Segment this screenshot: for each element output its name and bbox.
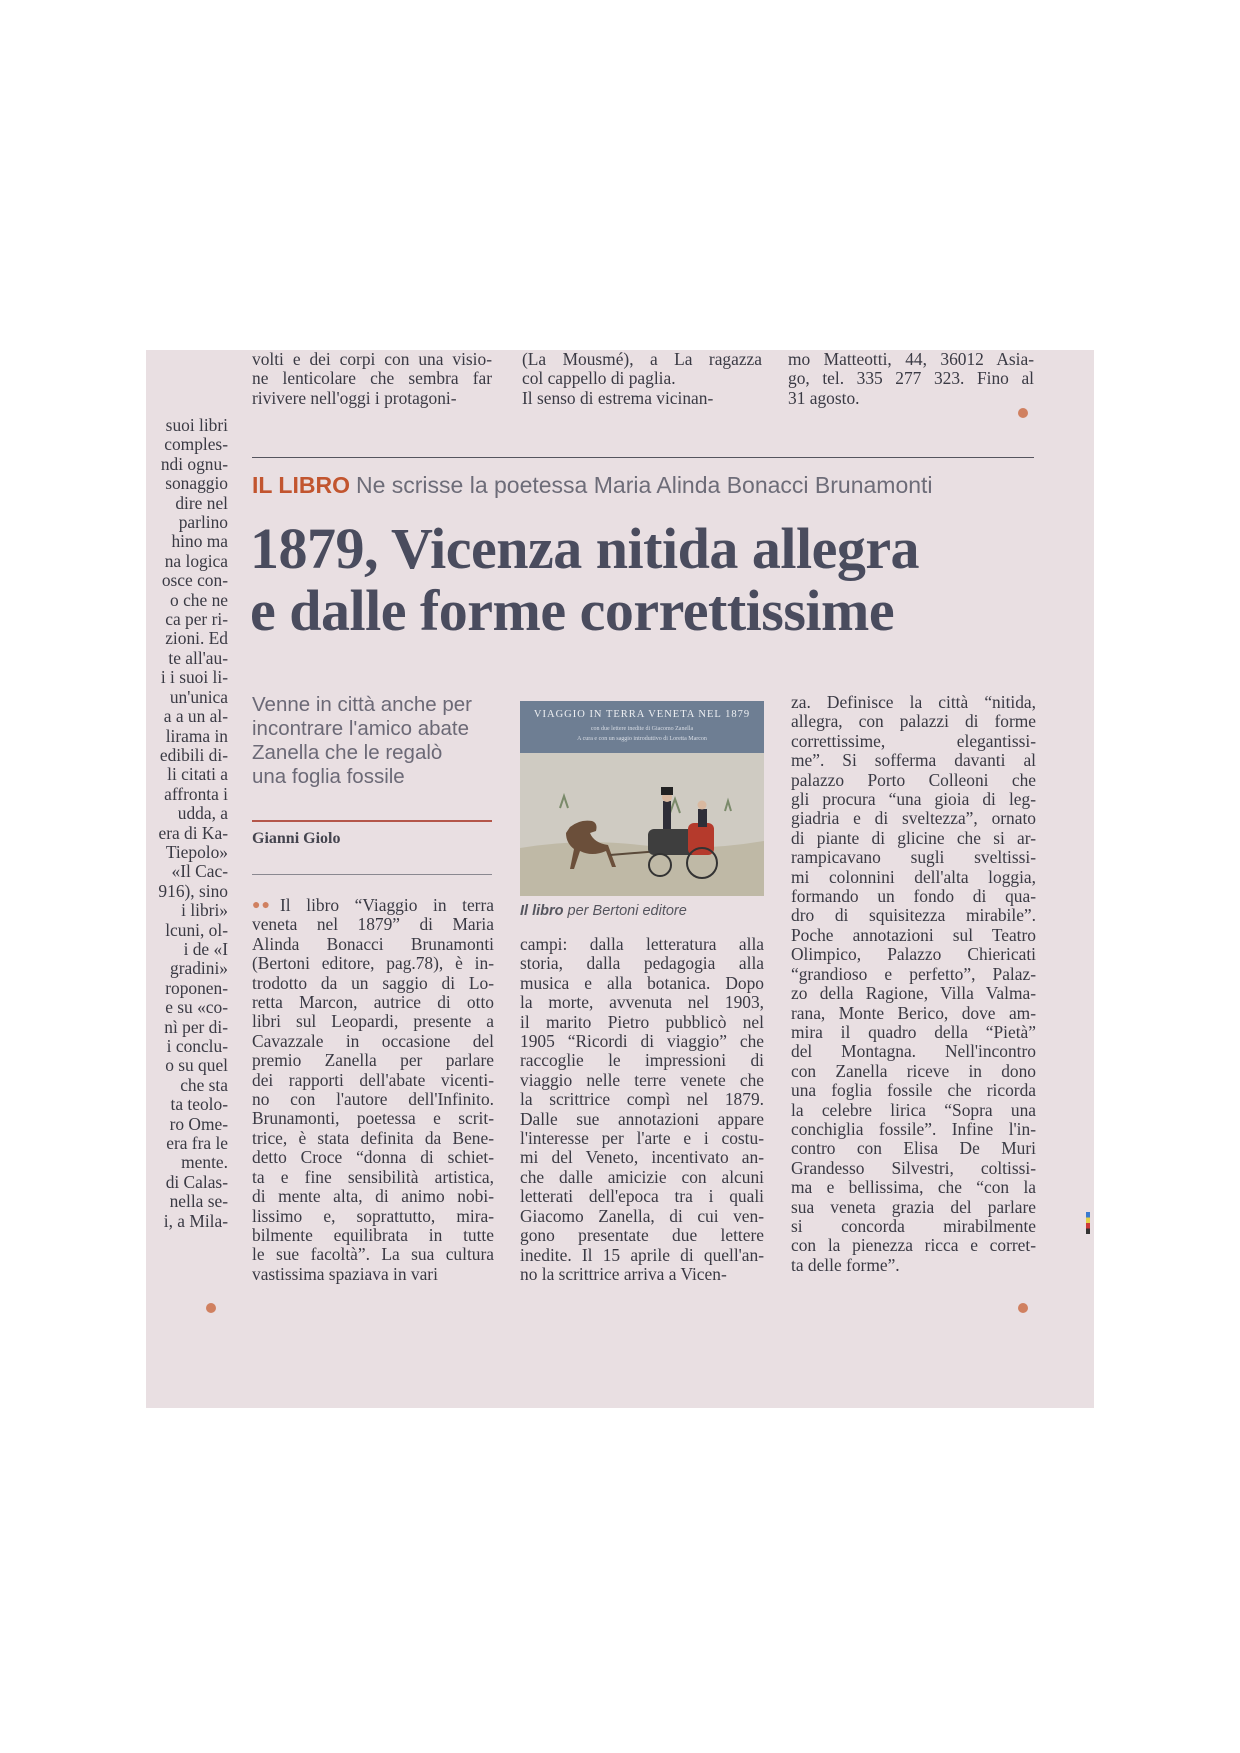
text-line: no la scrittrice arriva a Vicen- [520, 1263, 727, 1284]
text-line: e su «co- [165, 997, 228, 1018]
text-line: i libri» [181, 900, 228, 921]
text-line: detto Croce “donna di schiet- [252, 1147, 494, 1168]
text-line: bilmente equilibrata in tutte [252, 1224, 494, 1245]
text-line: (La Mousmé), a La ragazza [522, 350, 762, 369]
text-line: con la pienezza ricca e corret- [791, 1235, 1036, 1256]
left-column-fragments [146, 416, 228, 1231]
text-line: 31 agosto. [788, 387, 860, 408]
image-caption [520, 903, 687, 919]
text-line: il marito Pietro pubblicò nel [520, 1011, 764, 1032]
text-line: ta e fine sensibilità artistica, [252, 1166, 494, 1187]
end-dot-top [1018, 408, 1028, 418]
article-column-2 [520, 935, 764, 1284]
text-line: ndi ognu- [160, 453, 228, 474]
text-line: nella se- [169, 1191, 228, 1212]
text-line: con Zanella riceve in dono [791, 1060, 1036, 1081]
text-line: i i suoi li- [160, 667, 228, 688]
text-line: hino ma [171, 531, 228, 552]
text-line: lissimo e, soprattutto, mira- [252, 1205, 494, 1226]
text-line: nì per di- [164, 1016, 228, 1037]
text-line: dei rapporti dell'abate vicenti- [252, 1069, 494, 1090]
text-line: ta delle forme”. [791, 1254, 900, 1275]
text-line: era di Ka- [158, 822, 228, 843]
text-line: che dalle amicizie con alcuni [520, 1166, 764, 1187]
end-dot-article [1018, 1303, 1028, 1313]
text-line: o che ne [170, 589, 228, 610]
caption-label: Il libro [520, 903, 564, 919]
text-line: me”. Si sofferma davanti al [791, 750, 1036, 771]
text-line: Il senso di estrema vicinan- [522, 387, 714, 408]
color-register-bar [1086, 1212, 1090, 1234]
top-rule [252, 457, 1034, 458]
text-line: trice, è stata definita da Bene- [252, 1127, 494, 1148]
text-line: inedite. Il 15 aprile di quell'an- [520, 1244, 764, 1265]
carriage-illustration [520, 753, 764, 896]
text-line: storia, dalla pedagogia alla [520, 953, 764, 974]
text-line: lcuni, ol- [165, 919, 228, 940]
text-line: affronta i [164, 783, 228, 804]
text-line: contro con Elisa De Muri [791, 1138, 1036, 1159]
text-line: za. Definisce la città “nitida, [791, 692, 1036, 712]
text-line: mi colonnini dell'alta loggia, [791, 866, 1036, 887]
text-line: gli procura “una gioia di leg- [791, 789, 1036, 810]
text-line: rana, Monte Berico, dove am- [791, 1002, 1036, 1023]
text-line: suoi libri [165, 416, 228, 435]
text-line: rampicavano sugli sveltissi- [791, 847, 1036, 868]
text-line: go, tel. 335 277 323. Fino al [788, 368, 1034, 389]
text-line: la scrittrice compì nel 1879. [520, 1089, 764, 1110]
text-line: un'unica [169, 686, 228, 707]
text-line: ne lenticolare che sembra far [252, 368, 492, 389]
top-column-1 [252, 350, 492, 408]
text-line: Giacomo Zanella, di cui ven- [520, 1205, 764, 1226]
text-line: veneta nel 1879” di Maria [252, 914, 494, 935]
text-line: mente. [181, 1152, 228, 1173]
subheadline-line: una foglia fossile [252, 765, 405, 788]
text-line: i conclu- [166, 1036, 228, 1056]
headline-line-1: 1879, Vicenza nitida allegra [250, 516, 920, 581]
text-line: 916), sino [158, 880, 228, 901]
text-line: libri sul Leopardi, presente a [252, 1011, 494, 1032]
text-line: 1905 “Ricordi di viaggio” che [520, 1031, 764, 1052]
kicker-text: Ne scrisse la poetessa Maria Alinda Bonacci Brunamonti [355, 472, 933, 498]
text-line: trodotto da un saggio di Lo- [252, 972, 494, 993]
text-line: Tiepolo» [165, 841, 228, 862]
caption-text: per Bertoni editore [567, 903, 687, 919]
text-line: li citati a [167, 764, 228, 785]
text-line: «Il Cac- [171, 861, 228, 882]
text-line: Dalle sue annotazioni appare [520, 1108, 764, 1129]
text-line: ca per ri- [165, 609, 228, 630]
text-line: udda, a [177, 803, 228, 824]
text-line: Il libro “Viaggio in terra [280, 895, 494, 915]
top-column-3 [788, 350, 1034, 408]
text-line: l'interesse per l'arte e i costu- [520, 1128, 764, 1149]
text-line: gono presentate due lettere [520, 1225, 764, 1246]
text-line: una foglia fossile che ricorda [791, 1080, 1036, 1101]
text-line: si concorda mirabilmente [791, 1215, 1036, 1236]
subheadline-line: Venne in città anche per [252, 693, 472, 716]
text-line: te all'au- [168, 647, 228, 668]
kicker [252, 472, 933, 499]
newspaper-clipping [146, 350, 1094, 1408]
cover-subtitle: con due lettere inedite di Giacomo Zanella [590, 726, 694, 732]
text-line: roponen- [165, 977, 228, 998]
text-line: che sta [180, 1074, 228, 1095]
text-line: volti e dei corpi con una visio- [252, 350, 492, 369]
text-line: dire nel [175, 492, 228, 513]
text-line: allegra, con palazzi di forme [791, 711, 1036, 732]
text-line: raccoglie le impressioni di [520, 1050, 764, 1071]
text-line: di Calas- [165, 1171, 228, 1192]
text-line: conchiglia fossile”. Infine l'in- [791, 1118, 1036, 1139]
text-line: palazzo Porto Colleoni che [791, 769, 1036, 790]
text-line: rivivere nell'oggi i protagoni- [252, 387, 457, 408]
text-line: di piante di glicine che si ar- [791, 827, 1036, 848]
text-line: ta teolo- [170, 1094, 228, 1115]
article-column-1 [252, 896, 494, 1284]
headline-line-2: e dalle forme correttissime [250, 578, 895, 643]
text-line: sonaggio [165, 473, 228, 494]
text-line: ma e bellissima, che “con la [791, 1177, 1036, 1198]
text-line: giadria e di sveltezza”, ornato [791, 808, 1036, 829]
text-line: edibili di- [159, 744, 228, 765]
text-line: Alinda Bonacci Brunamonti [252, 933, 494, 954]
text-line: i de «I [183, 938, 228, 959]
subheadline-line: incontrare l'amico abate [252, 717, 470, 740]
text-line: dro di squisitezza mirabile”. [791, 905, 1036, 926]
text-line: col cappello di paglia. [522, 368, 676, 389]
text-line: sua veneta grazia del parlare [791, 1196, 1036, 1217]
article-column-3 [791, 693, 1036, 1275]
text-line: le sue facoltà”. La sua cultura [252, 1244, 494, 1265]
text-line: del Montagna. Nell'incontro [791, 1041, 1036, 1062]
byline-rule-bottom [252, 874, 492, 875]
text-line: campi: dalla letteratura alla [520, 934, 764, 954]
text-line: vastissima spaziava in vari [252, 1263, 438, 1284]
book-cover-image [520, 701, 764, 896]
text-line: Cavazzale in occasione del [252, 1030, 494, 1051]
text-line: musica e alla botanica. Dopo [520, 972, 764, 993]
text-line: osce con- [161, 570, 228, 591]
text-line: ro Ome- [169, 1113, 228, 1134]
text-line: viaggio nelle terre venete che [520, 1069, 764, 1090]
end-dot-left [206, 1303, 216, 1313]
text-line: comples- [164, 434, 228, 455]
text-line: la celebre lirica “Sopra una [791, 1099, 1036, 1120]
text-line: o su quel [165, 1055, 228, 1076]
headline [250, 518, 1050, 642]
text-line: Brunamonti, poetessa e scrit- [252, 1108, 494, 1129]
text-line: premio Zanella per parlare [252, 1050, 494, 1071]
text-line: i, a Mila- [163, 1210, 228, 1231]
text-line: letterati dell'epoca tra i quali [520, 1186, 764, 1207]
text-line: mira il quadro della “Pietà” [791, 1021, 1036, 1042]
text-line: Grandesso Silvestri, coltissi- [791, 1157, 1036, 1178]
kicker-tag: IL LIBRO [252, 472, 350, 498]
text-line: parlino [178, 512, 228, 533]
top-column-2 [522, 350, 762, 408]
text-line: gradini» [170, 958, 228, 979]
text-line: formando un fondo di qua- [791, 886, 1036, 907]
byline-rule-top [252, 820, 492, 822]
text-line: Olimpico, Palazzo Chiericati [791, 944, 1036, 965]
text-line: zioni. Ed [165, 628, 228, 649]
text-line: lirama in [165, 725, 228, 746]
text-line: zo della Ragione, Villa Valma- [791, 983, 1036, 1004]
text-line: “grandioso e perfetto”, Palaz- [791, 963, 1036, 984]
text-line: la morte, avvenuta nel 1903, [520, 992, 764, 1013]
text-line: mi del Veneto, incentivato an- [520, 1147, 764, 1168]
cover-subtitle: A cura e con un saggio introduttivo di Loretta Marcon [577, 736, 707, 742]
cover-title: VIAGGIO IN TERRA VENETA NEL 1879 [533, 709, 751, 720]
subheadline-line: Zanella che le regalò [252, 741, 443, 764]
text-line: a a un al- [163, 706, 228, 727]
text-line: retta Marcon, autrice di otto [252, 992, 494, 1013]
byline: Gianni Giolo [252, 830, 341, 847]
text-line: di mente alta, di animo nobi- [252, 1186, 494, 1207]
paragraph-bullets-icon: ●● [252, 898, 271, 913]
text-line: Poche annotazioni sul Teatro [791, 924, 1036, 945]
text-line: correttissime, elegantissi- [791, 730, 1036, 751]
text-line: (Bertoni editore, pag.78), è in- [252, 953, 494, 974]
text-line: mo Matteotti, 44, 36012 Asia- [788, 350, 1034, 369]
subheadline [252, 693, 492, 789]
text-line: era fra le [166, 1133, 228, 1154]
text-line: no con l'autore dell'Infinito. [252, 1089, 494, 1110]
text-line: na logica [164, 550, 228, 571]
